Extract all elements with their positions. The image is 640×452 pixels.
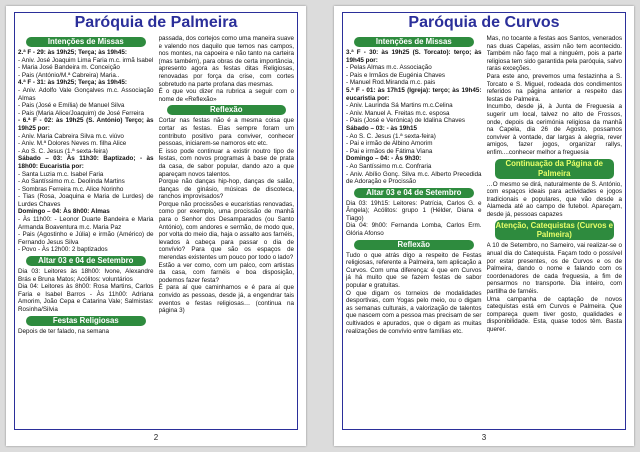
left-column-2 [159, 35, 295, 427]
text-line: Dia 03: Leitores às 18h00: Ivone, Alexandre Brás e Bruna Matos; Acólitos: voluntários [18, 268, 154, 283]
section-heading: Reflexão [354, 240, 474, 250]
text-line: Dia 04: Leitores às 8h00: Rosa Martins, Carlos Faria e Isabel Barros - Às 11h00: Adriana Amorim, João Cepa e Catarina Vale; Salmistas: Rosinha/Silvia [18, 283, 154, 313]
section-heading: Reflexão [167, 105, 287, 115]
text-line: - Sombras Ferreira m.c. Alice Norinho [18, 185, 124, 193]
text-line: Porque não danças hip-hop, danças de salão, danças de ginásio, músicas de discoteca, ranchos improvisados? [158, 178, 294, 201]
text-line: Dia 04: 9h00: Fernanda Lomba, Carlos Erm. Glória Afonso [346, 222, 482, 238]
text-line: 5.ª F - 01: às 17h15 (Igreja): terço; às 19h45: eucaristia por: [346, 86, 482, 102]
text-line: Sábado – 03: Às 11h30: Baptizado; - às 18h00: Eucaristia por: [18, 155, 154, 170]
text-line: É para aí que caminhamos e é para aí que convido as pessoas, desde já, a engendrar tais eventos e festas religiosas… (continua na página 3) [158, 284, 294, 315]
right-page-frame [342, 12, 626, 430]
text-line: - Ao Santíssimo m.c. Deolinda Martins [18, 178, 125, 186]
text-line: - Aniv. Laurinda Sá Martins m.c.Celina [346, 102, 453, 110]
text-line: - Aniv. Abílio Gonç. Silva m.c. Alberto Precedida de Adoração e Procissão [346, 170, 482, 186]
text-line: Dia 03: 19h15: Leitores: Patrícia, Carlos G. e Ângela); Acólitos: grupo 1 (Hélder, Diana e Tiago) [346, 199, 482, 222]
text-line: Sábado – 03: - às 19h15 [346, 124, 418, 132]
left-page-frame [14, 12, 298, 430]
text-line: passada, dos cortejos como uma maneira suave e valendo nos daquilo que temos nas campos, nos montes, na capoeira e não tanto na carteira (mas também), para obras de certa importância, apresento agora as festas ditas Religiosas, renovadas por força da crise, com cortes sobretudo na parte profana das mesmas. [158, 35, 294, 88]
text-line: Estão a ver como, com um palco, com artistas da casa, com farnéis e boa disposição, podemos fazer festa? [158, 261, 294, 284]
text-line: - Pais (Agostinho e Júlia) e irmão (Américo) de Fernando Jesus Silva [18, 231, 154, 246]
text-line: - Aniv. Adolfo Vale Gonçalves m.c. Associação Almas [18, 86, 154, 102]
text-line: - Tias (Rosa, Joaquina e Maria de Lurdes) de Lurdes Chaves [18, 193, 154, 208]
page-number: 3 [481, 433, 487, 442]
section-heading: Atenção, Catequistas (Curvos e Palmeira) [495, 221, 613, 240]
text-line: - Aniv. Manuel A. Freitas m.c. esposa [346, 109, 450, 117]
text-line: Mas, no tocante a festas aos Santos, venerados nas duas Capelas, assim não tem acontecido. Também não faço mal a ninguém, pois a parte religiosa tem sido garantida pela paróquia, salvo raras exceções. [486, 35, 622, 73]
text-line: - Aniv. Maria Cabreira Silva m.c. viúvo [18, 132, 124, 140]
text-line: - Ao Santíssimo m.c. Confraria [346, 162, 432, 170]
text-line: 4.ª F - 31: às 19h25; Terça; às 19h45: [18, 79, 127, 87]
text-line: Incumbo, desde já, à Junta de Freguesia a sugerir um local, talvez no alto de Frossos, onde, depois da cerimónia religiosa da manhã na Capela, dia 26 de Agosto, possamos conviver à vontade, dar largas à alegria, rever amigos, fazer jogos, organizar rallys, enfim....conhecer melhor a freguesia [486, 103, 622, 156]
section-heading: Intenções de Missas [354, 37, 474, 47]
text-line: 2.ª F - 29: às 19h25; Terça; às 19h45: [18, 49, 127, 56]
text-line: - Maria José Bandeira m. Conceição [18, 64, 120, 72]
right-page [334, 6, 634, 446]
section-heading: Intenções de Missas [26, 37, 146, 47]
text-line: - Às 11h00: - Leonor Duarte Bandeira e Maria Armanda Boaventura m.c. Maria Paz [18, 216, 154, 231]
text-line: - Pai e irmão de Albino Amorim [346, 140, 433, 148]
text-line: É o que vou dizer na rubrica a seguir com o nome de «Reflexão» [158, 88, 294, 103]
text-line: - Aniv. José Joaquim Lima Faria m.c. irmã Isabel [18, 56, 154, 64]
page-number: 2 [153, 433, 159, 442]
section-heading: Altar 03 e 04 de Setembro [354, 188, 474, 198]
left-page [6, 6, 306, 446]
text-line: - Ao S. C. Jesus (1.ª sexta-feira) [346, 132, 436, 140]
section-heading: Continuação da Página de Palmeira [495, 159, 615, 179]
right-column-2 [487, 35, 623, 427]
text-line: - Pais (José e Emília) de Manuel Silva [18, 102, 125, 110]
text-line: E isso pode continuar a existir noutro tipo de festas, com novos programas à base de prata da casa, de sabor popular, dando azo a que apareçam novos talentos. [158, 147, 294, 178]
text-line: O que digam os torneios de modalidades desportivas, com Yogas pelo meio, ou o digam as semanas culturais, a valorização de talentos que nascem com a pessoa mas precisam de ser cultivados e apurados, que o digam as muitas realizações de convívio entre famílias etc. [346, 289, 482, 335]
text-line: - Santa Luzia m.c. Isabel Faria [18, 170, 104, 178]
text-line: - Aniv. M.ª Dolores Neves m. filha Alice [18, 140, 127, 148]
page-title: Paróquia de Curvos [408, 14, 560, 31]
text-line: - Pais (Maria Alice/Joaquim) de José Ferreira [18, 109, 144, 117]
text-line: Cortar nas festas não é a mesma coisa que cortar as festas. Elas sempre foram um contributo positivo para conviver, conhecer pessoas, iniciarem-se namoros etc etc. [158, 117, 294, 148]
left-column-1 [18, 35, 154, 427]
section-heading: Altar 03 e 04 de Setembro [26, 256, 146, 266]
text-line: Porque não procissões e eucaristias renovadas, como por exemplo, uma procissão de manhã para o Senhor dos Desamparados (ou Santo António), com andores e sermão, de modo que, por volta do meio dia, haja o assalto aos farnéis, levados à cabeça para passar o dia de convívio? Para que são os espaços de merendas existentes um pouco por todo o lado? [158, 200, 294, 262]
text-line: - Manuel Rod.Miranda m.c. pais [346, 79, 436, 87]
text-line: Domingo – 04: Às 8h00: Almas [18, 208, 110, 216]
text-line: 3.ª F - 30: às 19h25 (S. Torcato): terço; às 19h45 por: [346, 49, 482, 64]
text-line: Uma campanha de captação de novos catequistas está em Curvos e Palmeira. Que compareça quem tiver gosto, qualidades e disponibilidade. Esta, quase todos têm. Basta querer. [486, 295, 622, 333]
text-line: - Pai e irmãos de Fátima Viana [346, 147, 433, 155]
text-line: Tudo o que atrás digo a respeito de Festas religiosas, referente a Palmeira, tem aplicação a Curvos. Com uma diferença: é que em Curvos já há muito que se fazem festas de sabor popular e gratuitas. [346, 251, 482, 290]
text-line: - Pelas Almas m.c. Associação [346, 64, 432, 72]
text-line: - Povo - Às 12h00: 2 baptizados [18, 246, 108, 254]
text-line: Para este ano, prevemos uma festazinha a S. Torcato e S. Miguel, rodeada dos condimentos referidos na página anterior a respeito das festas de Palmeira. [486, 72, 622, 103]
right-column-1 [346, 35, 482, 427]
text-line: - Ao S. C. Jesus (1.ª sexta-feira) [18, 147, 108, 155]
text-line: - Pais (António/M.ª Cabreira) Maria.. [18, 71, 120, 79]
text-line: Depois de ter falado, na semana [18, 327, 110, 335]
text-line: - Pais e Irmãos de Eugénia Chaves [346, 71, 446, 79]
text-line: - Pais (José e Verónica) de Idalina Chaves [346, 117, 466, 125]
text-line: - 6.ª F - 02: às 19h25 (S. António) Terço; às 19h25 por: [18, 117, 154, 132]
page-title: Paróquia de Palmeira [74, 14, 238, 31]
text-line: …O mesmo se dirá, naturalmente de S. António, com espaços ideais para actividades e jogos tradicionais e populares, que vão desde a Alameda até ao campo de futebol. Apareçam, desde já, pessoas capazes [486, 180, 622, 218]
text-line: A 10 de Setembro, no Sameiro, vai realizar-se o anual dia do Catequista. Façam todo o possível por estar presentes, os de Curvos e os de Palmeira, dando o nome e falando com os coordenadores de cada freguesia, a fim de pensarmos no transporte. Dia inteiro, com partilha de farnéis. [486, 242, 622, 296]
text-line: Domingo – 04: - Às 9h30: [346, 155, 422, 163]
section-heading: Festas Religiosas [26, 316, 146, 326]
